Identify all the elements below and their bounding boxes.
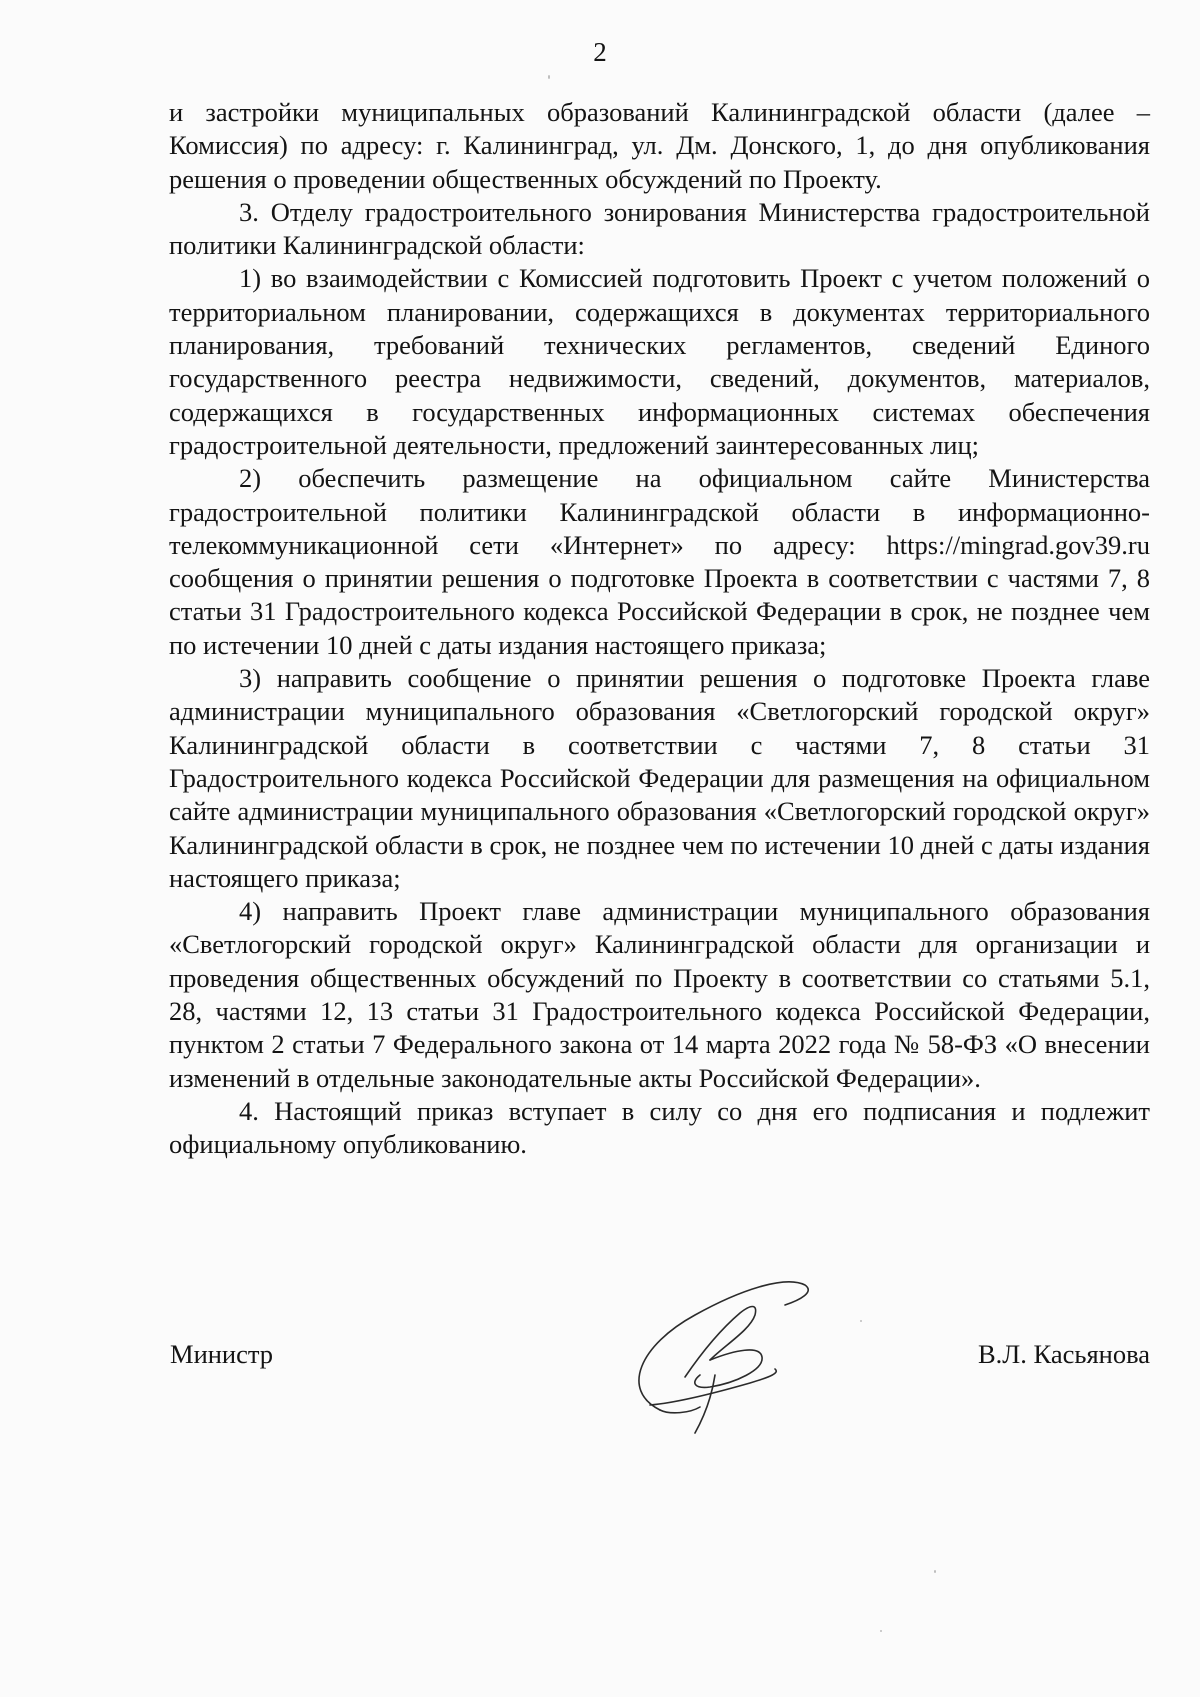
scan-speck bbox=[880, 1630, 882, 1632]
paragraph-subitem-3: 3) направить сообщение о принятии решения о подготовке Проекта главе администрации муниципального образования «Светлогорский городской округ» Калининградской области в соответствии с частями 7, 8 статьи 31 Градостроительного кодекса Российской Федерации для размещения на официальном сайте администрации муниципального образования «Светлогорский городской округ» Калининградской области в срок, не позднее чем по истечении 10 дней с даты издания настоящего приказа; bbox=[169, 663, 1150, 893]
scan-speck bbox=[860, 1320, 862, 1322]
handwritten-signature bbox=[600, 1265, 840, 1445]
scan-speck bbox=[548, 75, 550, 79]
scan-speck bbox=[934, 1570, 936, 1573]
paragraph-subitem-4: 4) направить Проект главе администрации муниципального образования «Светлогорский городской округ» Калининградской области для организации и проведения общественных обсуждений по Проекту в соответствии со статьями 5.1, 28, частями 12, 13 статьи 31 Градостроительного кодекса Российской Федерации, пунктом 2 статьи 7 Федерального закона от 14 марта 2022 года № 58-ФЗ «О внесении изменений в отдельные законодательные акты Российской Федерации». bbox=[169, 896, 1150, 1093]
paragraph-item-4: 4. Настоящий приказ вступает в силу со дня его подписания и подлежит официальному опубликованию. bbox=[169, 1095, 1150, 1160]
signatory-name: В.Л. Касьянова bbox=[977, 1339, 1150, 1369]
signatory-title: Министр bbox=[170, 1339, 274, 1369]
paragraph-item-3: 3. Отделу градостроительного зонирования Министерства градостроительной политики Калининградской области: bbox=[169, 196, 1150, 261]
paragraph-subitem-1: 1) во взаимодействии с Комиссией подготовить Проект с учетом положений о территориальном планировании, содержащихся в документах территориального планирования, требований технических регламентов, сведений Единого государственного реестра недвижимости, сведений, документов, материалов, содержащихся в государственных информационных системах обеспечения градостроительной деятельности, предложений заинтересованных лиц; bbox=[169, 263, 1150, 460]
paragraph-continuation: и застройки муниципальных образований Калининградской области (далее – Комиссия) по адресу: г. Калининград, ул. Дм. Донского, 1, до дня опубликования решения о проведении общественных обсуждений по Проекту. bbox=[169, 97, 1150, 194]
document-body bbox=[169, 96, 1150, 1162]
paragraph-subitem-2: 2) обеспечить размещение на официальном сайте Министерства градостроительной политики Калининградской области в информационно-телекоммуникационной сети «Интернет» по адресу: https://mingrad.gov39.ru сообщения о принятии решения о подготовке Проекта в соответствии с частями 7, 8 статьи 31 Градостроительного кодекса Российской Федерации в срок, не позднее чем по истечении 10 дней с даты издания настоящего приказа; bbox=[169, 463, 1150, 660]
page-number: 2 bbox=[593, 37, 607, 67]
